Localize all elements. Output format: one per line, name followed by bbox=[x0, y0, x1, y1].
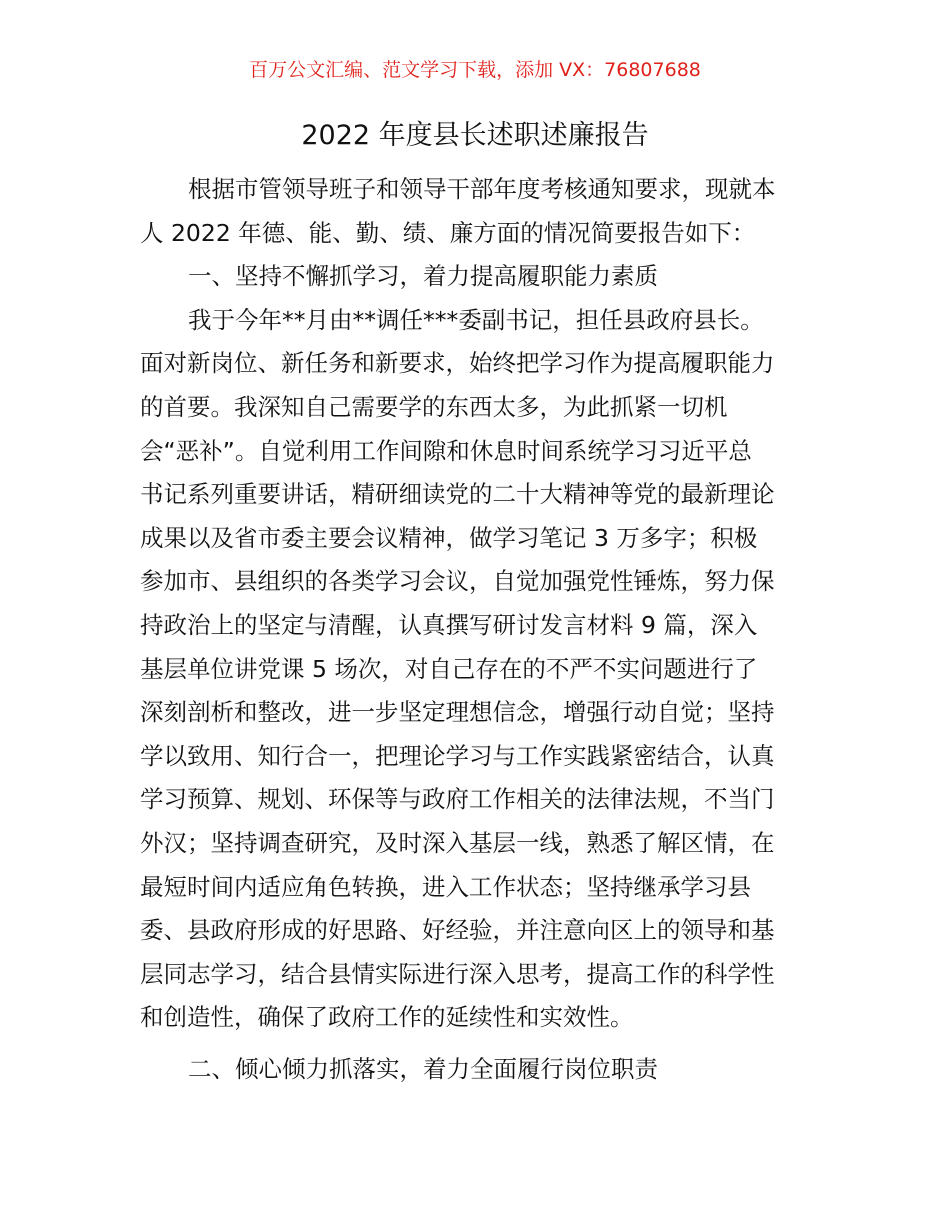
paragraph-line: 最短时间内适应角色转换，进入工作状态；坚持继承学习县 bbox=[140, 872, 751, 901]
paragraph-line: 会“恶补”。自觉利用工作间隙和休息时间系统学习习近平总 bbox=[140, 436, 752, 465]
paragraph-line: 持政治上的坚定与清醒，认真撰写研讨发言材料 9 篇，深入 bbox=[140, 610, 758, 639]
paragraph-line: 委、县政府形成的好思路、好经验，并注意向区上的领导和基 bbox=[140, 916, 775, 945]
paragraph-line: 学以致用、知行合一，把理论学习与工作实践紧密结合，认真 bbox=[140, 741, 775, 770]
document-body bbox=[140, 168, 830, 1091]
paragraph-line: 参加市、县组织的各类学习会议，自觉加强党性锤炼，努力保 bbox=[140, 567, 775, 596]
paragraph-line: 人 2022 年德、能、勤、绩、廉方面的情况简要报告如下： bbox=[140, 218, 756, 247]
watermark-contact-banner: 百万公文汇编、范文学习下载，添加 VX：76807688 bbox=[249, 59, 701, 81]
paragraph-line: 深刻剖析和整改，进一步坚定理想信念，增强行动自觉；坚持 bbox=[140, 698, 775, 727]
paragraph-line: 学习预算、规划、环保等与政府工作相关的法律法规，不当门 bbox=[140, 785, 775, 814]
paragraph-line: 书记系列重要讲话，精研细读党的二十大精神等党的最新理论 bbox=[140, 480, 775, 509]
paragraph-line: 的首要。我深知自己需要学的东西太多，为此抓紧一切机 bbox=[140, 392, 728, 421]
paragraph-line: 面对新岗位、新任务和新要求，始终把学习作为提高履职能力 bbox=[140, 349, 775, 378]
paragraph-line: 根据市管领导班子和领导干部年度考核通知要求，现就本 bbox=[188, 175, 776, 203]
paragraph-line: 和创造性，确保了政府工作的延续性和实效性。 bbox=[140, 1003, 634, 1032]
paragraph-line: 层同志学习，结合县情实际进行深入思考，提高工作的科学性 bbox=[140, 959, 775, 988]
paragraph-line: 外汉；坚持调查研究，及时深入基层一线，熟悉了解区情，在 bbox=[140, 828, 775, 857]
section-heading-1: 一、坚持不懈抓学习，着力提高履职能力素质 bbox=[188, 262, 658, 291]
paragraph-line: 我于今年**月由**调任***委副书记，担任县政府县长。 bbox=[188, 305, 764, 334]
document-title: 2022 年度县长述职述廉报告 bbox=[301, 120, 649, 151]
section-heading-2: 二、倾心倾力抓落实，着力全面履行岗位职责 bbox=[188, 1054, 658, 1083]
paragraph-line: 成果以及省市委主要会议精神，做学习笔记 3 万多字；积极 bbox=[140, 523, 758, 552]
paragraph-line: 基层单位讲党课 5 场次，对自己存在的不严不实问题进行了 bbox=[140, 654, 758, 683]
